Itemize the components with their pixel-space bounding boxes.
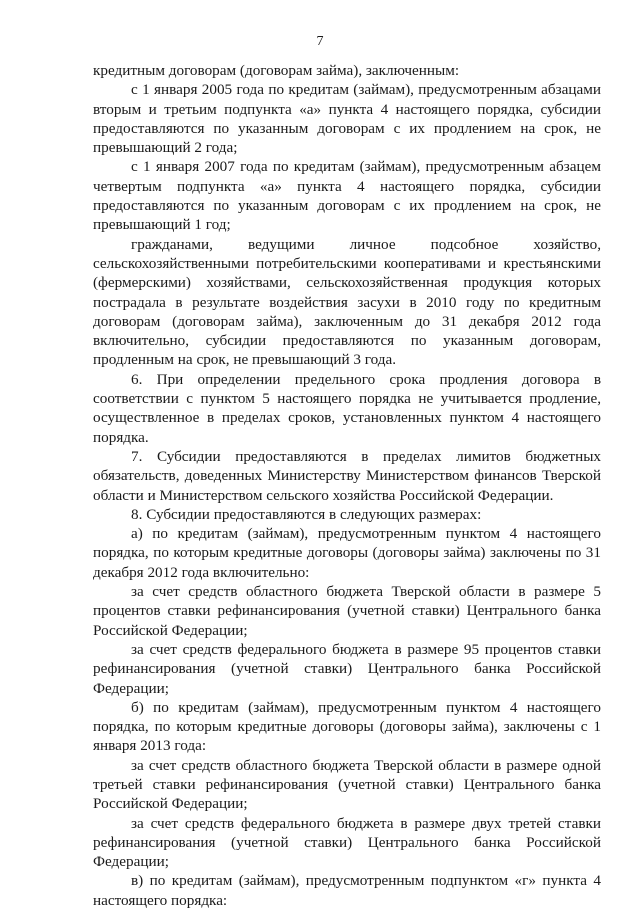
- paragraph: кредитным договорам (договорам займа), заключенным:: [93, 62, 460, 79]
- paragraph: за счет средств федерального бюджета в размере двух третей ставки рефинансирования (учетной ставки) Центрального банка Российской Федерации;: [93, 814, 601, 871]
- document-body: [93, 61, 601, 910]
- page-number: 7: [316, 34, 324, 49]
- paragraph: а) по кредитам (займам), предусмотренным пунктом 4 настоящего порядка, по которым кредитные договоры (договоры займа) заключены по 31 декабря 2012 года включительно:: [93, 525, 601, 581]
- paragraph: в) по кредитам (займам), предусмотренным подпунктом «г» пункта 4 настоящего порядка:: [93, 872, 601, 909]
- paragraph: с 1 января 2007 года по кредитам (займам), предусмотренным абзацем четвертым подпункта «а» пункта 4 настоящего порядка, субсидии предоставляются по указанным договорам с их продлением на срок, не превышающий 1 год;: [93, 158, 601, 234]
- paragraph: за счет средств областного бюджета Тверской области в размере 5 процентов ставки рефинансирования (учетной ставки) Центрального банка Российской Федерации;: [93, 583, 601, 639]
- paragraph: б) по кредитам (займам), предусмотренным пунктом 4 настоящего порядка, по которым кредитные договоры (договоры займа), заключены с 1 января 2013 года:: [93, 698, 601, 755]
- paragraph: с 1 января 2005 года по кредитам (займам), предусмотренным абзацами вторым и третьим подпункта «а» пункта 4 настоящего порядка, субсидии предоставляются по указанным договорам с их продлением на срок, не превышающий 2 года;: [93, 81, 601, 157]
- paragraph: 6. При определении предельного срока продления договора в соответствии с пунктом 5 настоящего порядка не учитывается продление, осуществленное в пределах сроков, установленных пунктом 4 настоящего порядка.: [93, 370, 601, 446]
- paragraph: 7. Субсидии предоставляются в пределах лимитов бюджетных обязательств, доведенных Министерству Министерством финансов Тверской области и Министерством сельского хозяйства Российской Федерации.: [93, 447, 601, 504]
- paragraph: за счет средств федерального бюджета в размере 95 процентов ставки рефинансирования (учетной ставки) Центрального банка Российской Федерации;: [93, 640, 601, 697]
- paragraph: за счет средств областного бюджета Тверской области в размере одной третьей ставки рефинансирования (учетной ставки) Центрального банка Российской Федерации;: [93, 756, 601, 813]
- paragraph: 8. Субсидии предоставляются в следующих размерах:: [131, 505, 482, 523]
- paragraph: гражданами, ведущими личное подсобное хозяйство, сельскохозяйственными потребительскими кооперативами и крестьянскими (фермерскими) хозяйствами, сельскохозяйственная продукция которых пострадала в результате воздействия засухи в 2010 году по кредитным договорам (договорам займа), заключенным до 31 декабря 2012 года включительно, субсидии предоставляются по указанным договорам, продленным на срок, не превышающий 3 года.: [93, 235, 601, 369]
